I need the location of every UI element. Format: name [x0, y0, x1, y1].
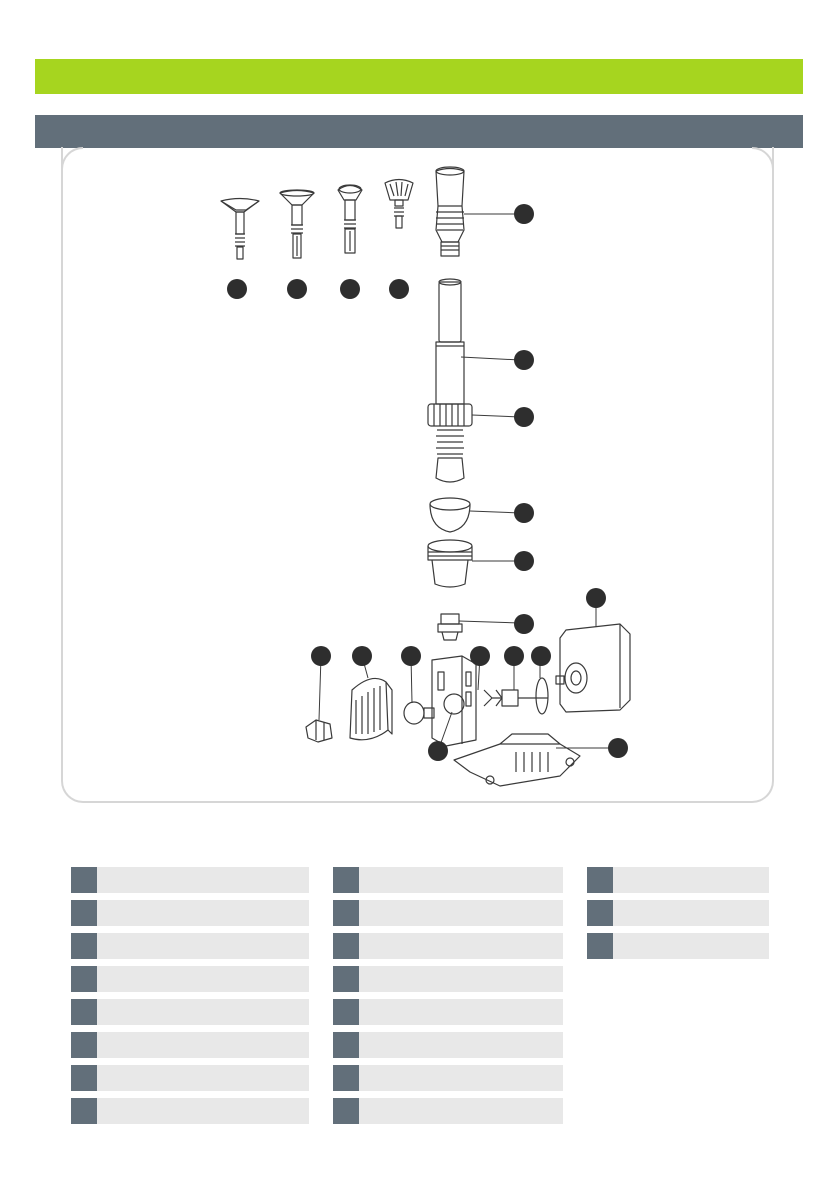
legend-description-cell	[359, 999, 563, 1026]
nozzle-1	[221, 199, 259, 260]
riser-lock-nut	[428, 404, 472, 482]
motor	[556, 624, 630, 712]
callout-1	[227, 279, 247, 299]
legend-row	[71, 1065, 309, 1091]
nozzle-4	[385, 180, 413, 229]
legend-number-cell	[71, 867, 97, 893]
legend-number-cell	[71, 966, 97, 992]
legend-description-cell	[359, 933, 563, 960]
legend-description-cell	[359, 1065, 563, 1092]
legend-description-cell	[613, 933, 769, 960]
legend-description-cell	[359, 966, 563, 993]
foam-jet-nozzle	[436, 167, 464, 256]
legend-row	[333, 966, 563, 992]
legend-row	[71, 1032, 309, 1058]
legend-description-cell	[97, 966, 309, 993]
legend-row	[71, 867, 309, 893]
legend-description-cell	[97, 900, 309, 927]
legend-number-cell	[333, 867, 359, 893]
legend-row	[71, 999, 309, 1025]
legend-description-cell	[97, 867, 309, 894]
callout-3	[340, 279, 360, 299]
flow-adapter	[438, 614, 462, 640]
telescopic-riser	[436, 279, 464, 404]
callout-13	[352, 646, 372, 666]
legend-row	[333, 900, 563, 926]
intake-cover	[350, 678, 392, 739]
legend-number-cell	[71, 1098, 97, 1124]
legend-number-cell	[587, 900, 613, 926]
end-cap	[306, 720, 332, 742]
callout-4	[389, 279, 409, 299]
base-stand	[454, 734, 580, 786]
legend-number-cell	[333, 1032, 359, 1058]
o-ring	[536, 678, 548, 714]
housing	[432, 656, 476, 746]
legend-number-cell	[71, 999, 97, 1025]
legend-row	[333, 1032, 563, 1058]
callout-7	[514, 407, 534, 427]
callout-5	[514, 204, 534, 224]
callout-18	[428, 741, 448, 761]
ball-joint	[430, 498, 470, 532]
callout-16	[504, 646, 524, 666]
callout-15	[470, 646, 490, 666]
legend-row	[587, 933, 769, 959]
legend-description-cell	[97, 1065, 309, 1092]
legend-number-cell	[587, 933, 613, 959]
legend-row	[333, 933, 563, 959]
legend-row	[587, 867, 769, 893]
callout-2	[287, 279, 307, 299]
legend-description-cell	[613, 867, 769, 894]
legend-row	[333, 1098, 563, 1124]
legend-description-cell	[97, 1098, 309, 1125]
legend-description-cell	[97, 999, 309, 1026]
impeller	[484, 690, 518, 706]
legend-number-cell	[71, 900, 97, 926]
legend-number-cell	[71, 1032, 97, 1058]
legend-row	[333, 999, 563, 1025]
callout-markers	[227, 204, 628, 761]
callout-17	[531, 646, 551, 666]
legend-description-cell	[613, 900, 769, 927]
callout-8	[514, 503, 534, 523]
nozzle-3	[338, 185, 362, 253]
legend-number-cell	[333, 999, 359, 1025]
legend-row	[587, 900, 769, 926]
legend-description-cell	[359, 900, 563, 927]
impeller-cover	[404, 702, 434, 724]
legend-number-cell	[333, 933, 359, 959]
callout-6	[514, 350, 534, 370]
callout-11	[586, 588, 606, 608]
adapter-cap	[428, 540, 472, 587]
legend-number-cell	[333, 1065, 359, 1091]
legend-row	[71, 933, 309, 959]
legend-description-cell	[359, 1098, 563, 1125]
leader-lines	[319, 214, 618, 751]
callout-9	[514, 551, 534, 571]
callout-12	[311, 646, 331, 666]
legend-description-cell	[359, 1032, 563, 1059]
legend-row	[333, 867, 563, 893]
legend-description-cell	[97, 1032, 309, 1059]
legend-description-cell	[97, 933, 309, 960]
legend-number-cell	[333, 966, 359, 992]
legend-number-cell	[71, 933, 97, 959]
legend-number-cell	[333, 900, 359, 926]
legend-row	[71, 900, 309, 926]
legend-row	[333, 1065, 563, 1091]
legend-row	[71, 1098, 309, 1124]
legend-row	[71, 966, 309, 992]
legend-number-cell	[71, 1065, 97, 1091]
nozzle-2	[280, 190, 314, 258]
callout-19	[608, 738, 628, 758]
legend-number-cell	[587, 867, 613, 893]
legend-description-cell	[359, 867, 563, 894]
callout-14	[401, 646, 421, 666]
legend-number-cell	[333, 1098, 359, 1124]
callout-10	[514, 614, 534, 634]
